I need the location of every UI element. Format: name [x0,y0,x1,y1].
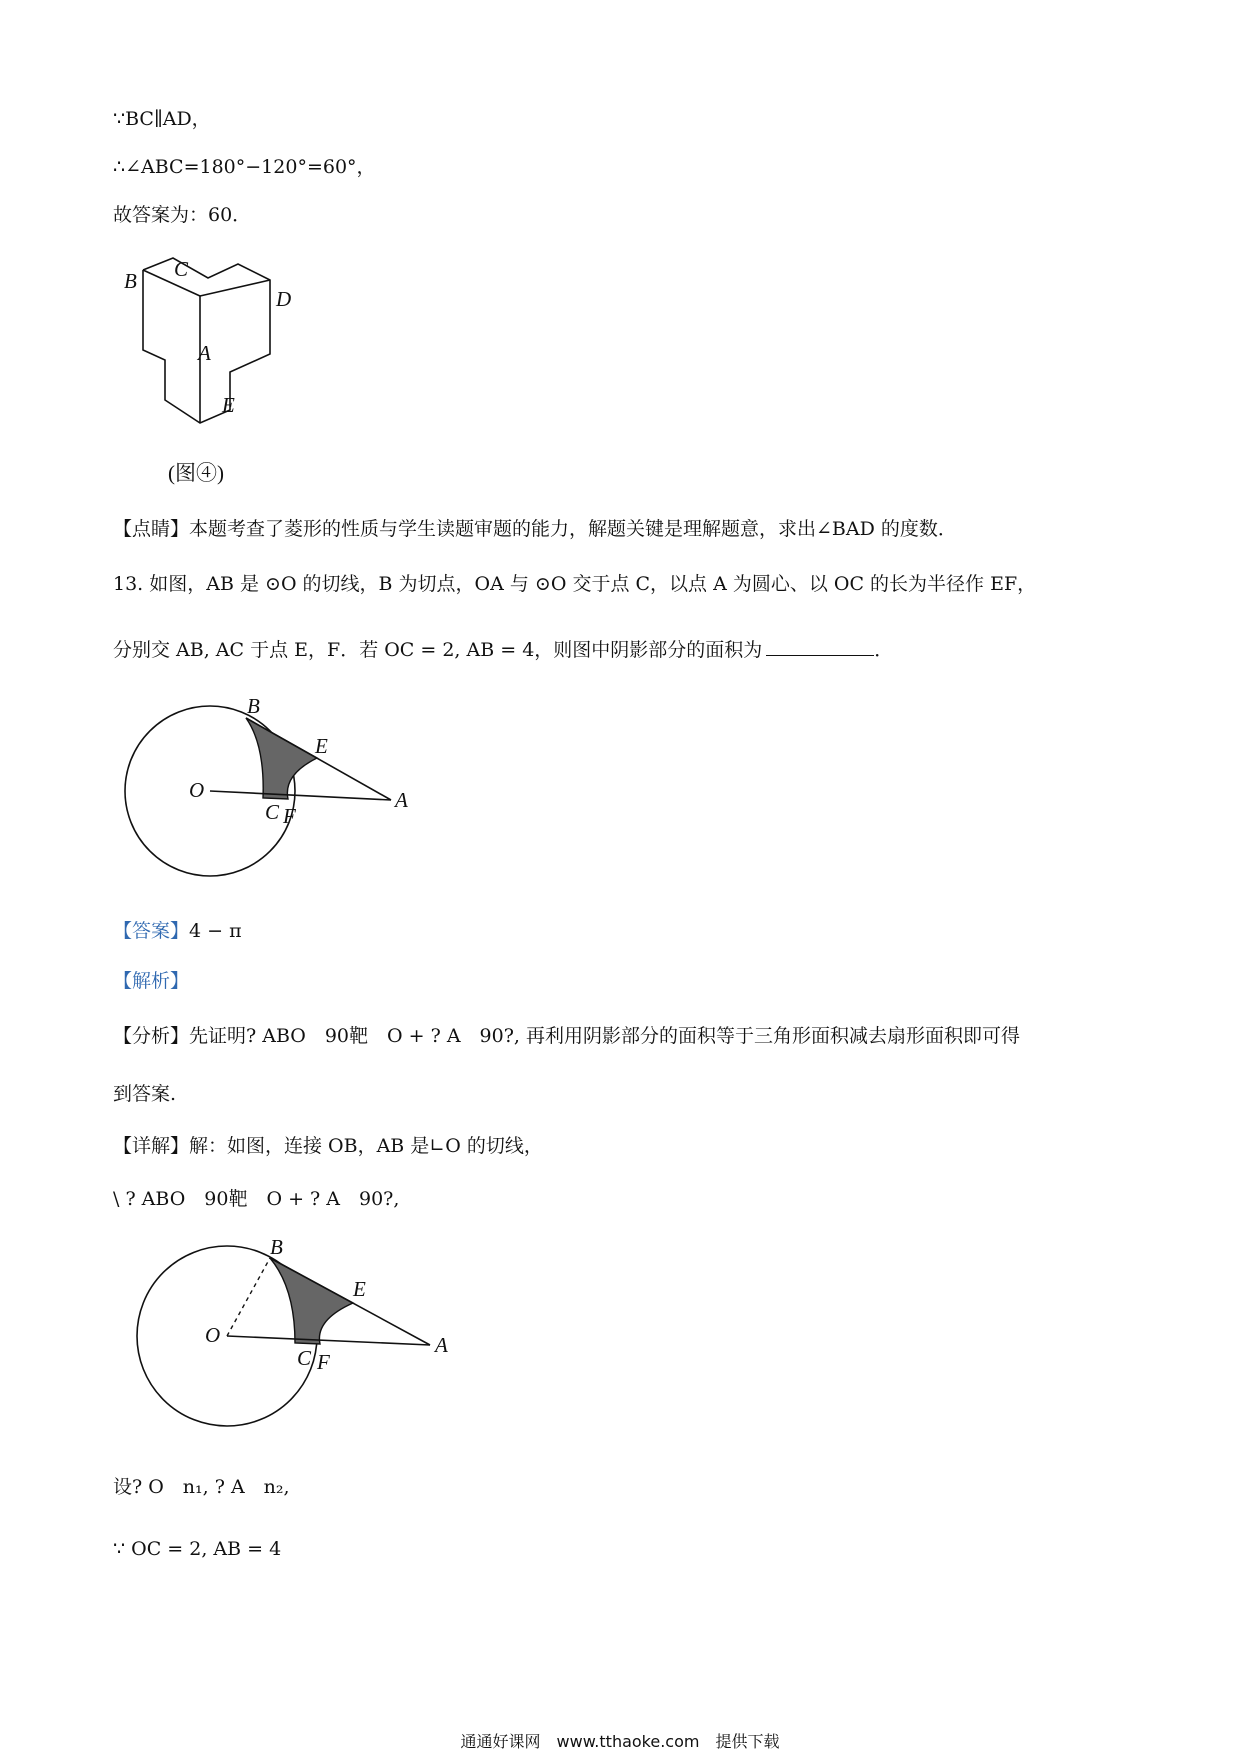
jiexi-label: 【解析】 [113,970,190,992]
shaded-region [246,718,317,799]
text-angle-abc: ∴∠ABC=180°−120°=60°， [113,156,376,178]
fig4-label-a: A [198,341,211,365]
figure-13-solution [125,1240,465,1450]
fig13b-label-o: O [205,1323,221,1347]
fig13-label-f: F [283,804,296,828]
fig13b-label-a: A [435,1333,448,1357]
fig13-label-o: O [189,778,205,802]
text-fenxi-line1: 【分析】先证明? ABO 90靶 O + ? A 90?, 再利用阴影部分的面积等于三角形面积减去扇形面积即可得 [113,1025,1020,1047]
fig13-label-e: E [315,734,328,758]
fig4-caption: (图④) [168,461,224,485]
figure-13 [115,695,435,905]
q13-text: 分别交 AB, AC 于点 E，F．若 OC = 2, AB = 4，则图中阴影部分的面积为 [113,639,763,661]
fig13-label-b: B [247,695,260,718]
text-answer-60: 故答案为：60． [113,204,252,226]
fig13b-label-e: E [353,1277,366,1301]
fig13b-label-f: F [317,1350,330,1374]
answer-label: 【答案】 [113,920,190,942]
fig13b-label-b: B [270,1240,283,1259]
fig13-label-a: A [395,788,408,812]
answer-line [113,922,242,941]
text-question-13-line2 [113,637,893,660]
fig4-label-d: D [276,287,292,311]
text-xiangjie: 【详解】解：如图，连接 OB，AB 是∟O 的切线， [113,1135,543,1157]
text-step1: \ ? ABO 90靶 O + ? A 90?, [113,1188,400,1210]
text-fenxi-line2: 到答案. [113,1083,177,1105]
text-given: ∵ OC = 2, AB = 4 [113,1538,282,1560]
answer-blank [766,637,874,656]
text-bc-parallel-ad: ∵BC∥AD， [113,108,211,130]
text-she: 设? O n₁, ? A n₂, [113,1476,290,1498]
footer: 通通好课网 www.tthaoke.com 提供下载 [460,1732,780,1751]
shaded-region-solution [270,1258,353,1344]
fig4-label-c: C [174,257,189,281]
fig13-label-c: C [265,800,280,824]
dashed-ob [227,1258,270,1336]
text-dianjing: 【点睛】本题考查了菱形的性质与学生读题审题的能力，解题关键是理解题意，求出∠BAD 的度数． [113,518,957,540]
fig4-label-b: B [124,269,137,293]
answer-value: 4 − π [189,920,242,942]
fig4-label-e: E [222,393,235,417]
q13-end: ． [874,639,894,661]
figure-4 [110,250,350,490]
fig13b-label-c: C [297,1346,312,1370]
text-question-13-line1: 13. 如图，AB 是 ⊙O 的切线，B 为切点，OA 与 ⊙O 交于点 C，以点 A 为圆心、以 OC 的长为半径作 EF， [113,573,1037,595]
